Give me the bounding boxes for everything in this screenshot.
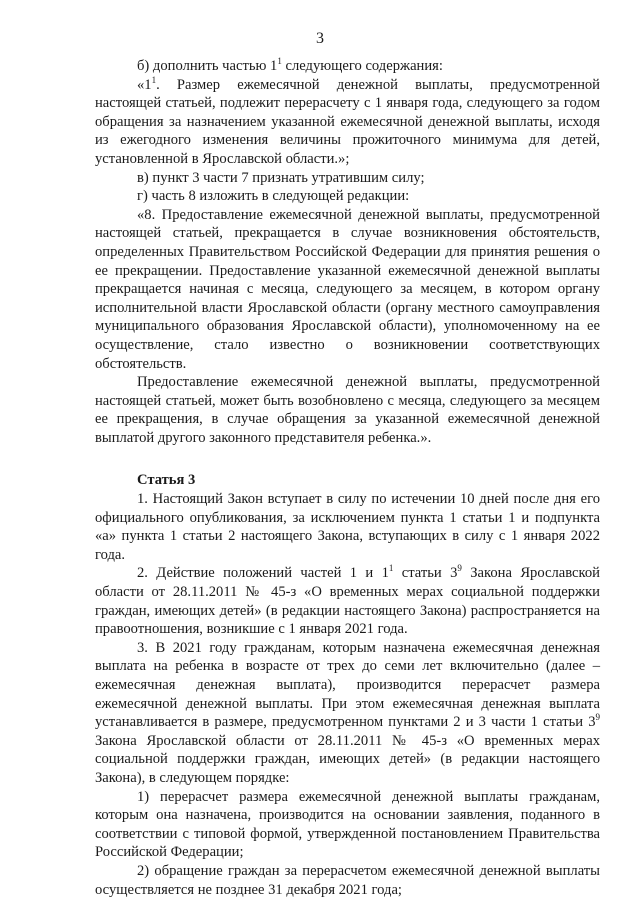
document-body [95,57,600,899]
paragraph-g-point: г) часть 8 изложить в следующей редакции: [137,188,410,205]
article-3-paragraph-2: 2. Действие положений частей 1 и $1^1$ статьи $3^9$ Закона Ярославской области от 28.11.2011 № 45-з «О временных мерах социальной поддержки граждан, имеющих детей» (в редакции настоящего Закона) распространяется на правоотношения, возникшие с 1 января 2021 года. [95,563,600,638]
paragraph-b-intro: б) дополнить частью $1^1$ следующего содержания: [137,56,443,74]
paragraph-part-8-a: «8. Предоставление ежемесячной денежной выплаты, предусмотренной настоящей статьей, прекращается в случае возникновения обстоятельств, определенных Правительством Российской Федерации для принятия решения о ее прекращении. Предоставление указанной ежемесячной денежной выплаты прекращается начиная с месяца, следующего за месяцем, в котором органу исполнительной власти Ярославской области (органу местного самоуправления муниципального образования Ярославской области), уполномоченному на ее осуществление, стало известно о возникновении соответствующих обстоятельств. [95,206,600,372]
paragraph-part-1-1: «$1^1$. Размер ежемесячной денежной выплаты, предусмотренной настоящей статьей, подлежит перерасчету с 1 января года, следующего за годом обращения за назначением указанной ежемесячной денежной выплаты, исходя из ежегодного изменения величины прожиточного минимума для детей, установленной в Ярославской области.»; [95,74,600,167]
paragraph-v-point: в) пункт 3 части 7 признать утратившим силу; [137,169,425,186]
paragraph-part-8-b: Предоставление ежемесячной денежной выплаты, предусмотренной настоящей статьей, может быть возобновлено с месяца, следующего за месяцем ее прекращения, в случае обращения за указанной ежемесячной денежной выплатой другого законного представителя ребенка.». [95,374,600,446]
page-number: 3 [316,30,324,47]
article-3-paragraph-3-item-1: 1) перерасчет размера ежемесячной денежной выплаты гражданам, которым она назначена, производится на основании заявления, поданного в соответствии с типовой формой, утвержденной постановлением Правительства Российской Федерации; [95,788,600,861]
article-3-heading: Статья 3 [137,472,196,489]
article-3-paragraph-3: 3. В 2021 году гражданам, которым назначена ежемесячная денежная выплата на ребенка в возрасте от трех до семи лет включительно (далее – ежемесячная денежная выплата), производится перерасчет размера ежемесячной денежной выплаты. При этом ежемесячная денежная выплата устанавливается в размере, предусмотренном пунктами 2 и 3 части 1 статьи $3^9$ Закона Ярославской области от 28.11.2011 № 45-з «О временных мерах социальной поддержки граждан, имеющих детей» (в редакции настоящего Закона), в следующем порядке: [95,639,600,786]
article-3-paragraph-3-item-2: 2) обращение граждан за перерасчетом ежемесячной денежной выплаты осуществляется не позднее 31 декабря 2021 года; [95,862,600,898]
article-3-paragraph-1: 1. Настоящий Закон вступает в силу по истечении 10 дней после дня его официального опубликования, за исключением пункта 1 статьи 1 и подпункта «а» пункта 1 статьи 2 настоящего Закона, вступающих в силу с 1 января 2022 года. [95,491,600,563]
